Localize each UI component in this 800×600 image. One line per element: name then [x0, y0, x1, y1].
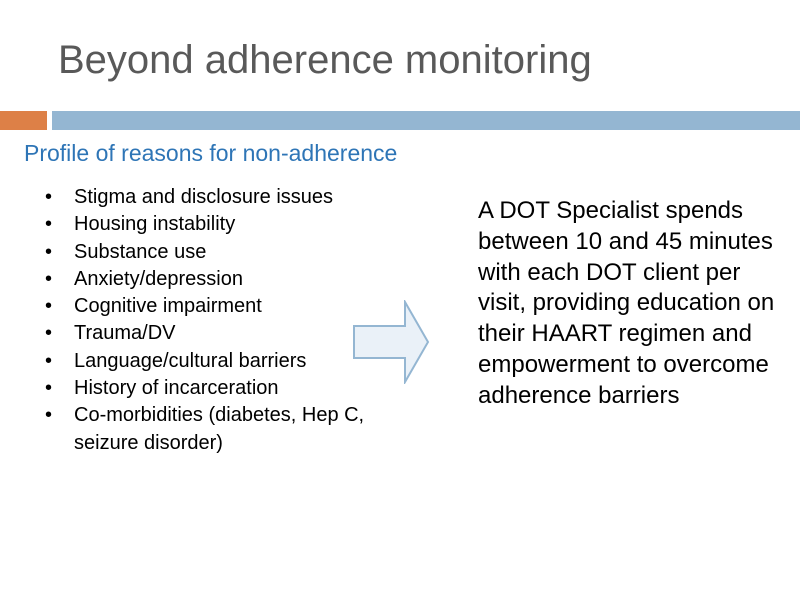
accent-bar-blue	[52, 111, 800, 130]
reasons-list	[45, 184, 365, 457]
list-item-text: Cognitive impairment	[74, 295, 262, 318]
list-item-text: Language/cultural barriers	[74, 349, 307, 372]
list-item-text: Housing instability	[74, 213, 236, 236]
list-item	[45, 293, 365, 320]
bullet-icon: •	[45, 377, 53, 400]
list-item	[45, 320, 365, 347]
list-item	[45, 402, 365, 457]
list-item	[45, 239, 365, 266]
list-item	[45, 266, 365, 293]
bullet-icon: •	[45, 404, 53, 427]
list-item-text: Substance use	[74, 240, 207, 263]
list-item-text: Trauma/DV	[74, 322, 176, 345]
bullet-icon: •	[45, 295, 53, 318]
bullet-icon: •	[45, 349, 53, 372]
list-item	[45, 184, 365, 211]
bullet-icon: •	[45, 186, 53, 208]
slide-subtitle: Profile of reasons for non-adherence	[24, 140, 398, 166]
list-item-text: Stigma and disclosure issues	[74, 186, 334, 208]
bullet-icon: •	[45, 240, 53, 263]
accent-bar-orange	[0, 111, 47, 130]
bullet-icon: •	[45, 322, 53, 345]
slide-title: Beyond adherence monitoring	[58, 38, 592, 82]
arrow-right-icon	[353, 300, 430, 384]
list-item	[45, 211, 365, 238]
list-item-text: Co-morbidities (diabetes, Hep C, seizure disorder)	[74, 404, 365, 454]
arrow-shape	[354, 302, 428, 382]
bullet-icon: •	[45, 213, 53, 236]
list-item-text: History of incarceration	[74, 377, 279, 400]
bullet-icon: •	[45, 267, 53, 290]
list-item	[45, 348, 365, 375]
dot-specialist-description: A DOT Specialist spends between 10 and 45 minutes with each DOT client per visit, providing education on their HAART regimen and empowerment to overcome adherence barriers	[478, 197, 775, 409]
list-item-text: Anxiety/depression	[74, 267, 243, 290]
list-item	[45, 375, 365, 402]
